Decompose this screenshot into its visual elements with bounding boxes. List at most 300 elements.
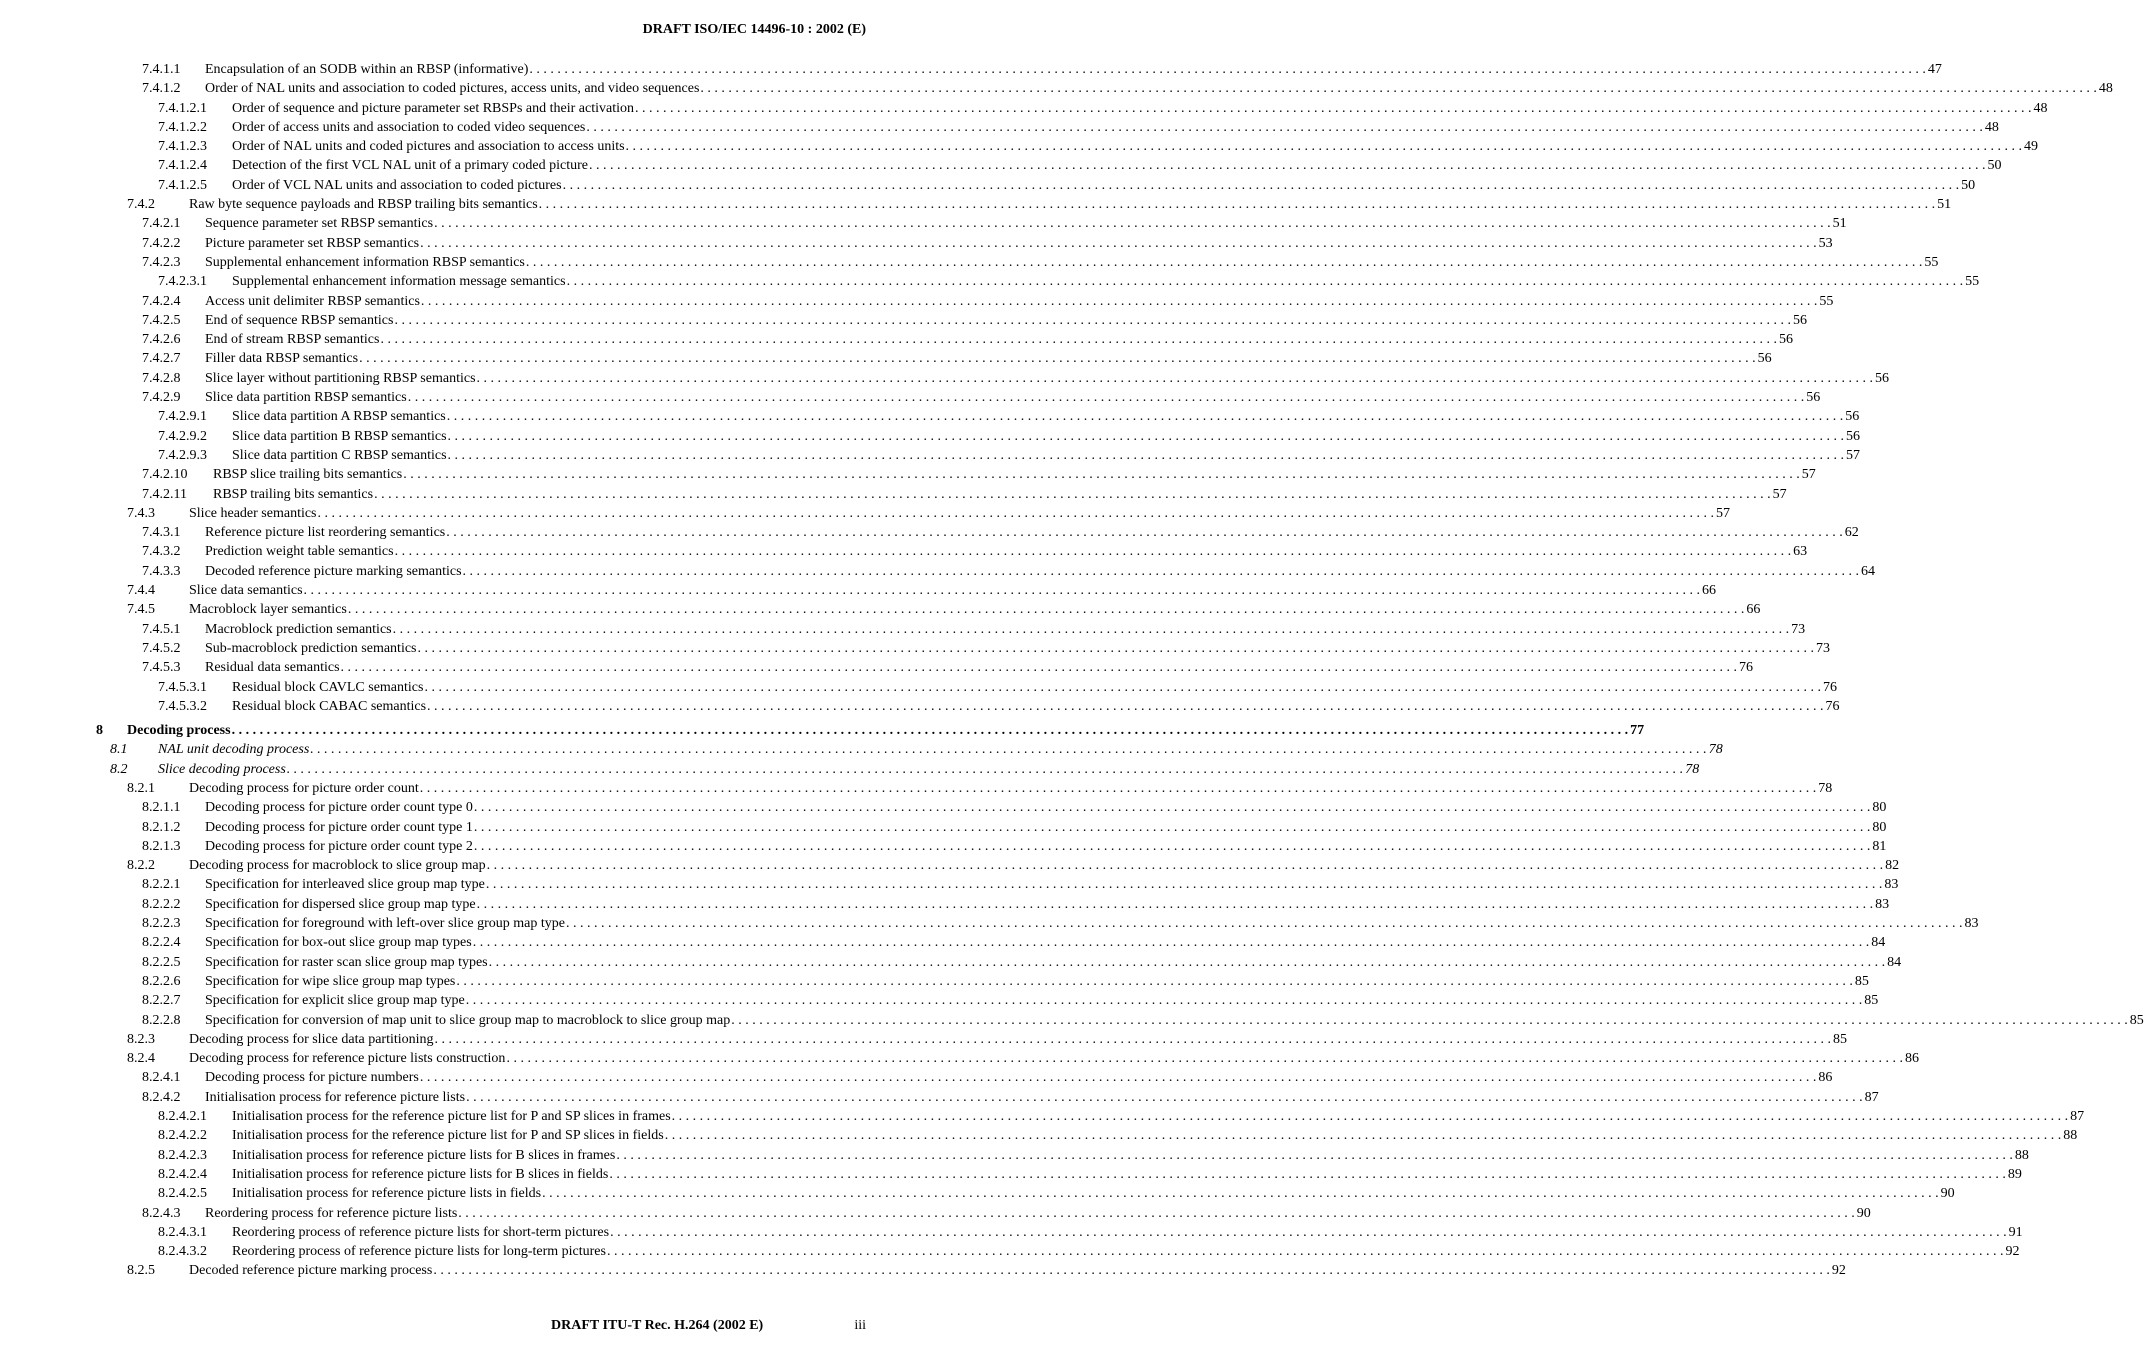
toc-entry-page: 51	[1832, 216, 1847, 232]
toc-entry[interactable]	[96, 658, 1754, 677]
toc-entry-title: Residual block CAVLC semantics	[232, 679, 424, 695]
toc-entry-page: 73	[1816, 640, 1830, 656]
toc-entry[interactable]	[96, 1165, 2022, 1184]
toc-entry-page: 48	[2033, 100, 2048, 116]
toc-entry-number: 8	[96, 723, 103, 739]
toc-entry-number: 7.4.5.2	[142, 640, 181, 656]
toc-entry-title: Sub-macroblock prediction semantics	[205, 640, 417, 656]
toc-leader-dots: . . . . . . . . . . . . . . . . . . . . . . . . . . . . . . . . . . . . . . . . . . . . . . . . . . . . . . . . . . . . . . . . . . . . . . . . . . . . . . . . . . . . . . . . . . . . . . . . . . . . . . . . . . . . . . . . . . . . . . . . . . . . . . . . . . . . . . . . . . . . . . . . . . . . . . . . . . . . . . . . . . . . . . . . . . . . . . . . . . . . . . . . . . . . . . . . . . . . . . . .	[392, 621, 1790, 637]
toc-leader-dots: . . . . . . . . . . . . . . . . . . . . . . . . . . . . . . . . . . . . . . . . . . . . . . . . . . . . . . . . . . . . . . . . . . . . . . . . . . . . . . . . . . . . . . . . . . . . . . . . . . . . . . . . . . . . . . . . . . . . . . . . . . . . . . . . . . . . . . . . . . . . . . . . . . . . . . . . . . . . . . . . . . . . . . . . . . . . . . . . . . . . . . . . . . . . . . . . . . . . . . . .	[403, 467, 1800, 483]
toc-entry-page: 77	[1630, 723, 1645, 739]
toc-entry[interactable]	[96, 369, 1890, 388]
toc-entry-number: 8.1	[110, 742, 128, 758]
toc-entry[interactable]	[96, 678, 1837, 697]
toc-entry[interactable]	[96, 856, 1900, 875]
toc-entry[interactable]	[96, 349, 1772, 368]
toc-entry-page: 57	[1772, 486, 1787, 502]
toc-entry-title: Encapsulation of an SODB within an RBSP (informative)	[205, 62, 529, 77]
toc-entry-title: Initialisation process for the reference picture list for P and SP slices in frames	[232, 1109, 671, 1125]
toc-entry-number: 8.2.4.2.5	[158, 1186, 207, 1202]
toc-leader-dots: . . . . . . . . . . . . . . . . . . . . . . . . . . . . . . . . . . . . . . . . . . . . . . . . . . . . . . . . . . . . . . . . . . . . . . . . . . . . . . . . . . . . . . . . . . . . . . . . . . . . . . . . . . . . . . . . . . . . . . . . . . . . . . . . . . . . . . . . . . . . . . . . . . . . . . . . . . . . . . . . . . . . . . . . . . . . . . . . . . . . . . . . . . . . . . . . . . . . . . . .	[486, 858, 1884, 874]
toc-entry-number: 8.2.1	[127, 780, 155, 796]
toc-entry[interactable]	[96, 465, 1816, 484]
toc-leader-dots: . . . . . . . . . . . . . . . . . . . . . . . . . . . . . . . . . . . . . . . . . . . . . . . . . . . . . . . . . . . . . . . . . . . . . . . . . . . . . . . . . . . . . . . . . . . . . . . . . . . . . . . . . . . . . . . . . . . . . . . . . . . . . . . . . . . . . . . . . . . . . . . . . . . . . . . . . . . . . . . . . . . . . . . . . . . . . . . . . . . . . . . . . . . . . . . . . . . . . . . .	[458, 1205, 1855, 1221]
toc-entry-number: 7.4.5	[127, 602, 155, 618]
toc-entry-page: 56	[1846, 428, 1861, 444]
toc-entry[interactable]	[96, 253, 1939, 272]
toc-leader-dots: . . . . . . . . . . . . . . . . . . . . . . . . . . . . . . . . . . . . . . . . . . . . . . . . . . . . . . . . . . . . . . . . . . . . . . . . . . . . . . . . . . . . . . . . . . . . . . . . . . . . . . . . . . . . . . . . . . . . . . . . . . . . . . . . . . . . . . . . . . . . . . . . . . . . . . . . . . . . . . . . . . . . . . . . . . . . . . . . . . . . . . . . . . . . . . . . . . . . . . . .	[700, 81, 2097, 97]
toc-leader-dots: . . . . . . . . . . . . . . . . . . . . . . . . . . . . . . . . . . . . . . . . . . . . . . . . . . . . . . . . . . . . . . . . . . . . . . . . . . . . . . . . . . . . . . . . . . . . . . . . . . . . . . . . . . . . . . . . . . . . . . . . . . . . . . . . . . . . . . . . . . . . . . . . . . . . . . . . . . . . . . . . . . . . . . . . . . . . . . . . . . . . . . . . . . . . . . . . . . . . . . . .	[340, 660, 1738, 676]
toc-entry-title: Reordering process of reference picture lists for long-term pictures	[232, 1244, 606, 1260]
toc-entry-number: 8.2.1.2	[142, 819, 181, 835]
toc-entry[interactable]	[96, 1126, 2078, 1145]
toc-leader-dots: . . . . . . . . . . . . . . . . . . . . . . . . . . . . . . . . . . . . . . . . . . . . . . . . . . . . . . . . . . . . . . . . . . . . . . . . . . . . . . . . . . . . . . . . . . . . . . . . . . . . . . . . . . . . . . . . . . . . . . . . . . . . . . . . . . . . . . . . . . . . . . . . . . . . . . . . . . . . . . . . . . . . . . . . . . . . . . . . . . . . . . . . . . . . . . . . . . . . . . . .	[359, 351, 1756, 367]
toc-entry-page: 90	[1940, 1186, 1955, 1202]
toc-entry[interactable]	[96, 1261, 1846, 1280]
toc-leader-dots: . . . . . . . . . . . . . . . . . . . . . . . . . . . . . . . . . . . . . . . . . . . . . . . . . . . . . . . . . . . . . . . . . . . . . . . . . . . . . . . . . . . . . . . . . . . . . . . . . . . . . . . . . . . . . . . . . . . . . . . . . . . . . . . . . . . . . . . . . . . . . . . . . . . . . . . . . . . . . . . . . . . . . . . . . . . . . . . . . . . . . . . . . . . . . . . . . . . . . . . .	[473, 838, 1871, 854]
toc-entry-title: Reference picture list reordering semantics	[205, 525, 446, 541]
toc-entry-number: 8.2.2.4	[142, 935, 181, 951]
toc-entry-number: 8.2.2.1	[142, 877, 181, 893]
toc-entry[interactable]	[96, 581, 1717, 600]
toc-entry-page: 88	[2014, 1147, 2029, 1163]
toc-entry[interactable]	[96, 234, 1833, 253]
toc-entry-title: Initialisation process for reference picture lists in fields	[232, 1186, 542, 1202]
toc-entry-title: Decoding process for slice data partitioning	[189, 1031, 434, 1047]
toc-leader-dots: . . . . . . . . . . . . . . . . . . . . . . . . . . . . . . . . . . . . . . . . . . . . . . . . . . . . . . . . . . . . . . . . . . . . . . . . . . . . . . . . . . . . . . . . . . . . . . . . . . . . . . . . . . . . . . . . . . . . . . . . . . . . . . . . . . . . . . . . . . . . . . . . . . . . . . . . . . . . . . . . . . . . . . . . . . . . . . . . . . . . . . . . . . . . . . . . . . . . . . . .	[538, 197, 1936, 213]
toc-entry[interactable]	[96, 137, 2039, 156]
toc-entry-title: Initialisation process for reference picture lists for B slices in fields	[232, 1166, 609, 1182]
toc-entry-number: 8.2.2.5	[142, 954, 181, 970]
toc-entry[interactable]	[96, 1184, 1955, 1203]
toc-entry-number: 8.2.4.3	[142, 1205, 181, 1221]
toc-entry-title: Raw byte sequence payloads and RBSP trailing bits semantics	[189, 197, 538, 213]
toc-entry[interactable]	[96, 740, 1723, 759]
toc-entry-title: Decoding process for reference picture lists construction	[189, 1051, 506, 1067]
toc-entry-number: 8.2.4.2.2	[158, 1128, 207, 1144]
toc-entry-page: 80	[1872, 819, 1887, 835]
toc-entry[interactable]	[96, 1223, 2023, 1242]
toc-entry-page: 84	[1887, 954, 1902, 970]
toc-entry-page: 85	[1833, 1031, 1848, 1047]
toc-entry-number: 7.4.3.2	[142, 544, 181, 560]
toc-entry-title: Decoded reference picture marking semantics	[205, 563, 462, 579]
toc-entry[interactable]	[96, 427, 1861, 446]
toc-entry-title: RBSP trailing bits semantics	[213, 486, 374, 502]
toc-entry-title: Decoding process	[127, 723, 231, 739]
toc-entry-number: 8.2.4	[127, 1051, 155, 1067]
toc-leader-dots: . . . . . . . . . . . . . . . . . . . . . . . . . . . . . . . . . . . . . . . . . . . . . . . . . . . . . . . . . . . . . . . . . . . . . . . . . . . . . . . . . . . . . . . . . . . . . . . . . . . . . . . . . . . . . . . . . . . . . . . . . . . . . . . . . . . . . . . . . . . . . . . . . . . . . . . . . . . . . . . . . . . . . . . . . . . . . . . . . . . . . . . . . . . . . . . . . . . . . . . .	[610, 1224, 2007, 1240]
toc-leader-dots: . . . . . . . . . . . . . . . . . . . . . . . . . . . . . . . . . . . . . . . . . . . . . . . . . . . . . . . . . . . . . . . . . . . . . . . . . . . . . . . . . . . . . . . . . . . . . . . . . . . . . . . . . . . . . . . . . . . . . . . . . . . . . . . . . . . . . . . . . . . . . . . . . . . . . . . . . . . . . . . . . . . . . . . . . . . . . . . . . . . . . . . . . . . . . . . . . . . . . . . .	[609, 1166, 2006, 1182]
toc-entry-number: 8.2.4.3.2	[158, 1244, 207, 1260]
toc-leader-dots: . . . . . . . . . . . . . . . . . . . . . . . . . . . . . . . . . . . . . . . . . . . . . . . . . . . . . . . . . . . . . . . . . . . . . . . . . . . . . . . . . . . . . . . . . . . . . . . . . . . . . . . . . . . . . . . . . . . . . . . . . . . . . . . . . . . . . . . . . . . . . . . . . . . . . . . . . . . . . . . . . . . . . . . . . . . . . . . . . . . . . . . . . . . . . . . . . . . . . . . .	[488, 954, 1886, 970]
toc-leader-dots: . . . . . . . . . . . . . . . . . . . . . . . . . . . . . . . . . . . . . . . . . . . . . . . . . . . . . . . . . . . . . . . . . . . . . . . . . . . . . . . . . . . . . . . . . . . . . . . . . . . . . . . . . . . . . . . . . . . . . . . . . . . . . . . . . . . . . . . . . . . . . . . . . . . . . . . . . . . . . . . . . . . . . . . . . . . . . . . . . . . . . . . . . . . . . . . . . . . . . . . .	[434, 216, 1831, 232]
toc-entry-number: 8.2.4.2.4	[158, 1166, 207, 1182]
toc-entry-page: 87	[1864, 1089, 1879, 1105]
toc-leader-dots: . . . . . . . . . . . . . . . . . . . . . . . . . . . . . . . . . . . . . . . . . . . . . . . . . . . . . . . . . . . . . . . . . . . . . . . . . . . . . . . . . . . . . . . . . . . . . . . . . . . . . . . . . . . . . . . . . . . . . . . . . . . . . . . . . . . . . . . . . . . . . . . . . . . . . . . . . . . . . . . . . . . . . . . . . . . . . . . . . . . . . . . . . . . . . . . . . . . . . . . .	[347, 602, 1745, 618]
toc-entry[interactable]	[96, 195, 1952, 214]
toc-entry[interactable]	[96, 620, 1806, 639]
toc-entry[interactable]	[96, 1030, 1848, 1049]
toc-entry-title: Decoding process for picture order count type 2	[205, 838, 473, 854]
toc-entry-number: 8.2	[110, 761, 128, 777]
toc-entry-number: 8.2.4.2.1	[158, 1109, 207, 1125]
toc-entry[interactable]	[96, 523, 1859, 542]
toc-entry[interactable]	[96, 504, 1731, 523]
toc-entry-page: 85	[1854, 973, 1869, 989]
toc-entry-number: 7.4.1.2.2	[158, 119, 207, 135]
toc-entry-page: 55	[1924, 254, 1939, 270]
toc-entry-number: 7.4.1.2.1	[158, 100, 207, 116]
toc-entry-title: Decoding process for picture numbers	[205, 1070, 419, 1086]
toc-entry-page: 56	[1806, 390, 1821, 406]
toc-leader-dots: . . . . . . . . . . . . . . . . . . . . . . . . . . . . . . . . . . . . . . . . . . . . . . . . . . . . . . . . . . . . . . . . . . . . . . . . . . . . . . . . . . . . . . . . . . . . . . . . . . . . . . . . . . . . . . . . . . . . . . . . . . . . . . . . . . . . . . . . . . . . . . . . . . . . . . . . . . . . . . . . . . . . . . . . . . . . . . . . . . . . . . . . . . . . . . . . . . . . . . . .	[476, 896, 1874, 912]
toc-entry-page: 55	[1819, 293, 1834, 309]
toc-entry-title: Initialisation process for reference picture lists	[205, 1089, 466, 1105]
toc-entry-number: 7.4.2.8	[142, 370, 181, 386]
toc-entry-page: 90	[1856, 1205, 1871, 1221]
toc-leader-dots: . . . . . . . . . . . . . . . . . . . . . . . . . . . . . . . . . . . . . . . . . . . . . . . . . . . . . . . . . . . . . . . . . . . . . . . . . . . . . . . . . . . . . . . . . . . . . . . . . . . . . . . . . . . . . . . . . . . . . . . . . . . . . . . . . . . . . . . . . . . . . . . . . . . . . . . . . . . . . . . . . . . . . . . . . . . . . . . . . . . . . . . . . . . . . . . . . . . . . . . .	[447, 428, 1845, 444]
toc-entry[interactable]	[96, 895, 1890, 914]
toc-entry-title: Supplemental enhancement information message semantics	[232, 274, 566, 290]
toc-entry[interactable]	[96, 933, 1886, 952]
toc-entry-number: 7.4.1.2.3	[158, 139, 207, 155]
toc-entry-number: 7.4.2.9	[142, 390, 181, 406]
toc-entry[interactable]	[96, 176, 1976, 195]
toc-entry-page: 82	[1885, 858, 1900, 874]
footer-title: DRAFT ITU-T Rec. H.264 (2002 E)	[551, 1318, 764, 1333]
toc-entry-page: 66	[1702, 583, 1717, 599]
toc-entry-page: 57	[1716, 505, 1731, 521]
toc-entry-title: Specification for explicit slice group map type	[205, 993, 465, 1009]
toc-entry-title: RBSP slice trailing bits semantics	[213, 467, 403, 483]
toc-entry-page: 83	[1875, 896, 1890, 912]
toc-entry-title: Slice header semantics	[189, 505, 317, 521]
toc-entry[interactable]	[96, 292, 1834, 311]
toc-entry-page: 63	[1793, 544, 1808, 560]
toc-entry-page: 76	[1739, 660, 1754, 676]
toc-entry-page: 48	[1984, 119, 1999, 135]
toc-entry[interactable]	[96, 388, 1821, 407]
toc-entry-number: 8.2.1.1	[142, 800, 181, 816]
toc-entry[interactable]	[96, 818, 1887, 837]
toc-entry[interactable]	[96, 330, 1793, 349]
toc-entry-page: 53	[1818, 235, 1833, 251]
toc-entry-title: Slice data semantics	[189, 583, 303, 599]
toc-entry[interactable]	[96, 875, 1899, 894]
toc-leader-dots: . . . . . . . . . . . . . . . . . . . . . . . . . . . . . . . . . . . . . . . . . . . . . . . . . . . . . . . . . . . . . . . . . . . . . . . . . . . . . . . . . . . . . . . . . . . . . . . . . . . . . . . . . . . . . . . . . . . . . . . . . . . . . . . . . . . . . . . . . . . . . . . . . . . . . . . . . . . . . . . . . . . . . . . . . . . . . . . . . . . . . . . . . . . . . . . . . . . . . . . .	[465, 993, 1863, 1009]
toc-leader-dots: . . . . . . . . . . . . . . . . . . . . . . . . . . . . . . . . . . . . . . . . . . . . . . . . . . . . . . . . . . . . . . . . . . . . . . . . . . . . . . . . . . . . . . . . . . . . . . . . . . . . . . . . . . . . . . . . . . . . . . . . . . . . . . . . . . . . . . . . . . . . . . . . . . . . . . . . . . . . . . . . . . . . . . . . . . . . . . . . . . . . . . . . . . . . . . . . . . . . . . . .	[586, 119, 1983, 135]
toc-leader-dots: . . . . . . . . . . . . . . . . . . . . . . . . . . . . . . . . . . . . . . . . . . . . . . . . . . . . . . . . . . . . . . . . . . . . . . . . . . . . . . . . . . . . . . . . . . . . . . . . . . . . . . . . . . . . . . . . . . . . . . . . . . . . . . . . . . . . . . . . . . . . . . . . . . . . . . . . . . . . . . . . . . . . . . . . . . . . . . . . . . . . . . . . . . . . . . . . . . . . . . . .	[634, 100, 2032, 116]
toc-entry-number: 8.2.2.6	[142, 973, 181, 989]
toc-entry-title: Slice layer without partitioning RBSP semantics	[205, 370, 476, 386]
toc-leader-dots: . . . . . . . . . . . . . . . . . . . . . . . . . . . . . . . . . . . . . . . . . . . . . . . . . . . . . . . . . . . . . . . . . . . . . . . . . . . . . . . . . . . . . . . . . . . . . . . . . . . . . . . . . . . . . . . . . . . . . . . . . . . . . . . . . . . . . . . . . . . . . . . . . . . . . . . . . . . . . . . . . . . . . . . . . . . . . . . . . . . . . . . . . . . . . . . . . . . . . . . .	[529, 62, 1926, 77]
toc-entry-number: 7.4.2.3.1	[158, 274, 207, 290]
toc-entry-title: Decoded reference picture marking process	[189, 1263, 433, 1279]
toc-entry[interactable]	[96, 953, 1902, 972]
toc-leader-dots: . . . . . . . . . . . . . . . . . . . . . . . . . . . . . . . . . . . . . . . . . . . . . . . . . . . . . . . . . . . . . . . . . . . . . . . . . . . . . . . . . . . . . . . . . . . . . . . . . . . . . . . . . . . . . . . . . . . . . . . . . . . . . . . . . . . . . . . . . . . . . . . . . . . . . . . . . . . . . . . . . . . . . . . . . . . . . . . . . . . . . . . . . . . . . . . . . . . . . . . .	[456, 973, 1853, 989]
toc-entry-page: 83	[1884, 877, 1899, 893]
toc-entry-number: 7.4.2.9.2	[158, 428, 207, 444]
toc-entry-page: 83	[1964, 916, 1979, 932]
toc-entry-title: Order of NAL units and association to coded pictures, access units, and video sequences	[205, 81, 700, 97]
toc-leader-dots: . . . . . . . . . . . . . . . . . . . . . . . . . . . . . . . . . . . . . . . . . . . . . . . . . . . . . . . . . . . . . . . . . . . . . . . . . . . . . . . . . . . . . . . . . . . . . . . . . . . . . . . . . . . . . . . . . . . . . . . . . . . . . . . . . . . . . . . . . . . . . . . . . . . . . . . . . . . . . . . . . . . . . . . . . . . . . . . . . . . . . . . . . . . . . . . . . . . . . . . .	[562, 177, 1960, 193]
toc-entry-page: 78	[1685, 761, 1700, 777]
toc-entry-number: 7.4.5.1	[142, 621, 181, 637]
toc-entry[interactable]	[96, 446, 1861, 465]
toc-entry-number: 7.4.2.7	[142, 351, 181, 367]
toc-leader-dots: . . . . . . . . . . . . . . . . . . . . . . . . . . . . . . . . . . . . . . . . . . . . . . . . . . . . . . . . . . . . . . . . . . . . . . . . . . . . . . . . . . . . . . . . . . . . . . . . . . . . . . . . . . . . . . . . . . . . . . . . . . . . . . . . . . . . . . . . . . . . . . . . . . . . . . . . . . . . . . . . . . . . . . . . . . . . . . . . . . . . . . . . . . . . . . . . . . . . . . . .	[310, 742, 1707, 758]
toc-leader-dots: . . . . . . . . . . . . . . . . . . . . . . . . . . . . . . . . . . . . . . . . . . . . . . . . . . . . . . . . . . . . . . . . . . . . . . . . . . . . . . . . . . . . . . . . . . . . . . . . . . . . . . . . . . . . . . . . . . . . . . . . . . . . . . . . . . . . . . . . . . . . . . . . . . . . . . . . . . . . . . . . . . . . . . . . . . . . . . . . . . . . . . . . . . . . . . . . . . . . . . . .	[419, 1070, 1817, 1086]
toc-entry[interactable]	[96, 156, 2002, 175]
toc-leader-dots: . . . . . . . . . . . . . . . . . . . . . . . . . . . . . . . . . . . . . . . . . . . . . . . . . . . . . . . . . . . . . . . . . . . . . . . . . . . . . . . . . . . . . . . . . . . . . . . . . . . . . . . . . . . . . . . . . . . . . . . . . . . . . . . . . . . . . . . . . . . . . . . . . . . . . . . . . . . . . . . . . . . . . . . . . . . . . . . . . . . . . . . . . . . . . . . . . . . . . . . .	[664, 1128, 2062, 1144]
toc-entry-title: Macroblock layer semantics	[189, 602, 347, 618]
toc-entry-title: Specification for dispersed slice group map type	[205, 896, 476, 912]
toc-leader-dots: . . . . . . . . . . . . . . . . . . . . . . . . . . . . . . . . . . . . . . . . . . . . . . . . . . . . . . . . . . . . . . . . . . . . . . . . . . . . . . . . . . . . . . . . . . . . . . . . . . . . . . . . . . . . . . . . . . . . . . . . . . . . . . . . . . . . . . . . . . . . . . . . . . . . . . . . . . . . . . . . . . . . . . . . . . . . . . . . . . . . . . . . . . . . . . . . . . . . . . . .	[525, 254, 1923, 270]
toc-entry[interactable]	[96, 600, 1761, 619]
toc-entry[interactable]	[96, 1242, 2020, 1261]
toc-entry-number: 7.4.1.2.5	[158, 177, 207, 193]
toc-entry-title: Supplemental enhancement information RBSP semantics	[205, 254, 525, 270]
toc-entry-title: Detection of the first VCL NAL unit of a primary coded picture	[232, 158, 588, 174]
toc-leader-dots: . . . . . . . . . . . . . . . . . . . . . . . . . . . . . . . . . . . . . . . . . . . . . . . . . . . . . . . . . . . . . . . . . . . . . . . . . . . . . . . . . . . . . . . . . . . . . . . . . . . . . . . . . . . . . . . . . . . . . . . . . . . . . . . . . . . . . . . . . . . . . . . . . . . . . . . . . . . . . . . . . . . . . . . . . . . . . . . . . . . . . . . . . . . . . . . . . . . . . . . .	[420, 293, 1818, 309]
toc-leader-dots: . . . . . . . . . . . . . . . . . . . . . . . . . . . . . . . . . . . . . . . . . . . . . . . . . . . . . . . . . . . . . . . . . . . . . . . . . . . . . . . . . . . . . . . . . . . . . . . . . . . . . . . . . . . . . . . . . . . . . . . . . . . . . . . . . . . . . . . . . . . . . . . . . . . . . . . . . . . . . . . . . . . . . . . . . . . . . . . . . . . . . . . . . . . . . . . . . . . . . . . .	[317, 505, 1715, 521]
toc-leader-dots: . . . . . . . . . . . . . . . . . . . . . . . . . . . . . . . . . . . . . . . . . . . . . . . . . . . . . . . . . . . . . . . . . . . . . . . . . . . . . . . . . . . . . . . . . . . . . . . . . . . . . . . . . . . . . . . . . . . . . . . . . . . . . . . . . . . . . . . . . . . . . . . . . . . . . . . . . . . . . . . . . . . . . . . . . . . . . . . . . . . . . . . . . . . . . . . . . . . . . . . .	[427, 698, 1824, 714]
toc-entry-title: Slice data partition B RBSP semantics	[232, 428, 447, 444]
toc-entry-page: 86	[1818, 1070, 1833, 1086]
toc-entry-number: 7.4.2.2	[142, 235, 181, 251]
toc-entry-title: Prediction weight table semantics	[205, 544, 394, 560]
toc-entry[interactable]	[96, 562, 1876, 581]
toc-entry-number: 7.4.2	[127, 197, 155, 213]
toc-entry-number: 7.4.2.5	[142, 312, 181, 328]
toc-entry-number: 7.4.1.2.4	[158, 158, 207, 174]
toc-entry-title: Order of NAL units and coded pictures and association to access units	[232, 139, 625, 155]
toc-entry-page: 55	[1965, 274, 1980, 290]
toc-leader-dots: . . . . . . . . . . . . . . . . . . . . . . . . . . . . . . . . . . . . . . . . . . . . . . . . . . . . . . . . . . . . . . . . . . . . . . . . . . . . . . . . . . . . . . . . . . . . . . . . . . . . . . . . . . . . . . . . . . . . . . . . . . . . . . . . . . . . . . . . . . . . . . . . . . . . . . . . . . . . . . . . . . . . . . . . . . . . . . . . . . . . . . . . . . . . . . . . . . . . . . . .	[606, 1244, 2004, 1260]
toc-entry[interactable]	[96, 214, 1847, 233]
toc-entry-page: 87	[2070, 1109, 2085, 1125]
toc-entry-number: 8.2.2.7	[142, 993, 181, 1009]
toc-leader-dots: . . . . . . . . . . . . . . . . . . . . . . . . . . . . . . . . . . . . . . . . . . . . . . . . . . . . . . . . . . . . . . . . . . . . . . . . . . . . . . . . . . . . . . . . . . . . . . . . . . . . . . . . . . . . . . . . . . . . . . . . . . . . . . . . . . . . . . . . . . . . . . . . . . . . . . . . . . . . . . . . . . . . . . . . . . . . . . . . . . . . . . . . . . . . . . . . . . . . . . . .	[731, 1012, 2128, 1028]
toc-entry-title: Specification for wipe slice group map types	[205, 973, 456, 989]
toc-leader-dots: . . . . . . . . . . . . . . . . . . . . . . . . . . . . . . . . . . . . . . . . . . . . . . . . . . . . . . . . . . . . . . . . . . . . . . . . . . . . . . . . . . . . . . . . . . . . . . . . . . . . . . . . . . . . . . . . . . . . . . . . . . . . . . . . . . . . . . . . . . . . . . . . . . . . . . . . . . . . . . . . . . . . . . . . . . . . . . . . . . . . . . . . . . . . . . . . . . . . . . . .	[476, 370, 1874, 386]
toc-entry-page: 80	[1872, 800, 1887, 816]
toc-entry[interactable]	[96, 79, 2113, 98]
toc-entry-title: Macroblock prediction semantics	[205, 621, 392, 637]
toc-leader-dots: . . . . . . . . . . . . . . . . . . . . . . . . . . . . . . . . . . . . . . . . . . . . . . . . . . . . . . . . . . . . . . . . . . . . . . . . . . . . . . . . . . . . . . . . . . . . . . . . . . . . . . . . . . . . . . . . . . . . . . . . . . . . . . . . . . . . . . . . . . . . . . . . . . . . . . . . . . . . . . . . . . . . . . . . . . . . . . . . . . . . . . . . . . . . . . . . . . . . . . . .	[394, 312, 1791, 328]
toc-leader-dots: . . . . . . . . . . . . . . . . . . . . . . . . . . . . . . . . . . . . . . . . . . . . . . . . . . . . . . . . . . . . . . . . . . . . . . . . . . . . . . . . . . . . . . . . . . . . . . . . . . . . . . . . . . . . . . . . . . . . . . . . . . . . . . . . . . . . . . . . . . . . . . . . . . . . . . . . . . . . . . . . . . . . . . . . . . . . . . . . . . . . . . . . . . . . . . . . . . . . . . . .	[462, 563, 1860, 579]
toc-entry[interactable]	[96, 542, 1808, 561]
toc-entry-title: Sequence parameter set RBSP semantics	[205, 216, 434, 232]
toc-entry-title: Specification for box-out slice group map types	[205, 935, 472, 951]
toc-entry-title: Slice data partition A RBSP semantics	[232, 409, 446, 425]
toc-entry-number: 8.2.3	[127, 1031, 155, 1047]
toc-entry-title: Slice decoding process	[158, 761, 286, 777]
toc-entry-page: 92	[1831, 1263, 1846, 1279]
toc-entry-page: 64	[1861, 563, 1876, 579]
toc-entry-title: Decoding process for macroblock to slice group map	[189, 858, 486, 874]
toc-entry-page: 47	[1927, 62, 1942, 77]
toc-entry-number: 8.2.4.2.3	[158, 1147, 207, 1163]
toc-entry-page: 62	[1844, 525, 1859, 541]
toc-entry-page: 56	[1875, 370, 1890, 386]
toc-entry-title: Specification for conversion of map unit to slice group map to macroblock to slice group map	[205, 1012, 731, 1028]
toc-entry[interactable]	[96, 118, 1999, 137]
toc-leader-dots: . . . . . . . . . . . . . . . . . . . . . . . . . . . . . . . . . . . . . . . . . . . . . . . . . . . . . . . . . . . . . . . . . . . . . . . . . . . . . . . . . . . . . . . . . . . . . . . . . . . . . . . . . . . . . . . . . . . . . . . . . . . . . . . . . . . . . . . . . . . . . . . . . . . . . . . . . . . . . . . . . . . . . . . . . . . . . . . . . . . . . . . . . . . . . . . . . . . . . . . .	[542, 1186, 1939, 1202]
toc-entry-number: 7.4.4	[127, 583, 155, 599]
toc-leader-dots: . . . . . . . . . . . . . . . . . . . . . . . . . . . . . . . . . . . . . . . . . . . . . . . . . . . . . . . . . . . . . . . . . . . . . . . . . . . . . . . . . . . . . . . . . . . . . . . . . . . . . . . . . . . . . . . . . . . . . . . . . . . . . . . . . . . . . . . . . . . . . . . . . . . . . . . . . . . . . . . . . . . . . . . . . . . . . . . . . . . . . . . . . . . . . . . . . . . . . . . .	[419, 780, 1817, 796]
toc-entry-title: Reordering process of reference picture lists for short-term pictures	[232, 1224, 610, 1240]
toc-leader-dots: . . . . . . . . . . . . . . . . . . . . . . . . . . . . . . . . . . . . . . . . . . . . . . . . . . . . . . . . . . . . . . . . . . . . . . . . . . . . . . . . . . . . . . . . . . . . . . . . . . . . . . . . . . . . . . . . . . . . . . . . . . . . . . . . . . . . . . . . . . . . . . . . . . . . . . . . . . . . . . . . . . . . . . . . . . . . . . . . . . . . . . . . . . . . . . . . . . . . . . . .	[380, 332, 1777, 348]
toc-entry-page: 76	[1825, 698, 1840, 714]
toc-entry-number: 8.2.2.3	[142, 916, 181, 932]
toc-entry[interactable]	[96, 1204, 1871, 1223]
toc-entry[interactable]	[96, 972, 1869, 991]
toc-leader-dots: . . . . . . . . . . . . . . . . . . . . . . . . . . . . . . . . . . . . . . . . . . . . . . . . . . . . . . . . . . . . . . . . . . . . . . . . . . . . . . . . . . . . . . . . . . . . . . . . . . . . . . . . . . . . . . . . . . . . . . . . . . . . . . . . . . . . . . . . . . . . . . . . . . . . . . . . . . . . . . . . . . . . . . . . . . . . . . . . . . . . . . . . . . . . . . . . . . . . . . . .	[485, 877, 1883, 893]
toc-entry-title: Order of sequence and picture parameter set RBSPs and their activation	[232, 100, 634, 116]
toc-leader-dots: . . . . . . . . . . . . . . . . . . . . . . . . . . . . . . . . . . . . . . . . . . . . . . . . . . . . . . . . . . . . . . . . . . . . . . . . . . . . . . . . . . . . . . . . . . . . . . . . . . . . . . . . . . . . . . . . . . . . . . . . . . . . . . . . . . . . . . . . . . . . . . . . . . . . . . . . . . . . . . . . . . . . . . . . . . . . . . . . . . . . . . . . . . . . . . . . . . . . . . . .	[566, 274, 1964, 290]
toc-entry[interactable]	[96, 837, 1887, 856]
toc-entry-title: Initialisation process for the reference picture list for P and SP slices in fields	[232, 1128, 664, 1144]
toc-entry-number: 7.4.1.2	[142, 81, 181, 97]
toc-entry-page: 86	[1904, 1051, 1919, 1067]
toc-entry-number: 7.4.2.10	[142, 467, 188, 483]
toc-entry-title: Specification for interleaved slice group map type	[205, 877, 485, 893]
toc-entry-page: 50	[1987, 158, 2002, 174]
toc-entry-page: 92	[2005, 1244, 2020, 1260]
toc-entry[interactable]	[96, 485, 1787, 504]
toc-leader-dots: . . . . . . . . . . . . . . . . . . . . . . . . . . . . . . . . . . . . . . . . . . . . . . . . . . . . . . . . . . . . . . . . . . . . . . . . . . . . . . . . . . . . . . . . . . . . . . . . . . . . . . . . . . . . . . . . . . . . . . . . . . . . . . . . . . . . . . . . . . . . . . . . . . . . . . . . . . . . . . . . . . . . . . . . . . . . . . . . . . . . . . . . . . . . . . . . . . . . . . . .	[231, 723, 1629, 739]
toc-leader-dots: . . . . . . . . . . . . . . . . . . . . . . . . . . . . . . . . . . . . . . . . . . . . . . . . . . . . . . . . . . . . . . . . . . . . . . . . . . . . . . . . . . . . . . . . . . . . . . . . . . . . . . . . . . . . . . . . . . . . . . . . . . . . . . . . . . . . . . . . . . . . . . . . . . . . . . . . . . . . . . . . . . . . . . . . . . . . . . . . . . . . . . . . . . . . . . . . . . . . . . . .	[433, 1263, 1830, 1279]
toc-entry-page: 49	[2024, 139, 2039, 155]
footer-page-number: iii	[854, 1318, 866, 1333]
toc-entry-number: 7.4.2.6	[142, 332, 181, 348]
toc-entry-page: 76	[1822, 679, 1837, 695]
toc-leader-dots: . . . . . . . . . . . . . . . . . . . . . . . . . . . . . . . . . . . . . . . . . . . . . . . . . . . . . . . . . . . . . . . . . . . . . . . . . . . . . . . . . . . . . . . . . . . . . . . . . . . . . . . . . . . . . . . . . . . . . . . . . . . . . . . . . . . . . . . . . . . . . . . . . . . . . . . . . . . . . . . . . . . . . . . . . . . . . . . . . . . . . . . . . . . . . . . . . . . . . . . .	[420, 235, 1817, 251]
toc-entry-page: 88	[2063, 1128, 2078, 1144]
toc-entry-title: Residual data semantics	[205, 660, 340, 676]
table-of-contents	[96, 60, 2144, 1281]
toc-entry-page: 66	[1746, 602, 1761, 618]
toc-entry-title: Access unit delimiter RBSP semantics	[205, 293, 420, 309]
toc-entry-page: 89	[2007, 1166, 2022, 1182]
toc-entry[interactable]	[96, 1146, 2029, 1165]
toc-entry-title: Order of access units and association to coded video sequences	[232, 119, 586, 135]
toc-leader-dots: . . . . . . . . . . . . . . . . . . . . . . . . . . . . . . . . . . . . . . . . . . . . . . . . . . . . . . . . . . . . . . . . . . . . . . . . . . . . . . . . . . . . . . . . . . . . . . . . . . . . . . . . . . . . . . . . . . . . . . . . . . . . . . . . . . . . . . . . . . . . . . . . . . . . . . . . . . . . . . . . . . . . . . . . . . . . . . . . . . . . . . . . . . . . . . . . . . . . . . . .	[434, 1031, 1832, 1047]
toc-entry-number: 7.4.3.3	[142, 563, 181, 579]
toc-entry-page: 50	[1961, 177, 1976, 193]
toc-entry[interactable]	[96, 760, 1700, 779]
toc-entry[interactable]	[96, 914, 1979, 933]
toc-leader-dots: . . . . . . . . . . . . . . . . . . . . . . . . . . . . . . . . . . . . . . . . . . . . . . . . . . . . . . . . . . . . . . . . . . . . . . . . . . . . . . . . . . . . . . . . . . . . . . . . . . . . . . . . . . . . . . . . . . . . . . . . . . . . . . . . . . . . . . . . . . . . . . . . . . . . . . . . . . . . . . . . . . . . . . . . . . . . . . . . . . . . . . . . . . . . . . . . . . . . . . . .	[374, 486, 1771, 502]
page-header: DRAFT ISO/IEC 14496-10 : 2002 (E)	[642, 22, 866, 37]
toc-entry-page: 78	[1818, 780, 1833, 796]
toc-leader-dots: . . . . . . . . . . . . . . . . . . . . . . . . . . . . . . . . . . . . . . . . . . . . . . . . . . . . . . . . . . . . . . . . . . . . . . . . . . . . . . . . . . . . . . . . . . . . . . . . . . . . . . . . . . . . . . . . . . . . . . . . . . . . . . . . . . . . . . . . . . . . . . . . . . . . . . . . . . . . . . . . . . . . . . . . . . . . . . . . . . . . . . . . . . . . . . . . . . . . . . . .	[424, 679, 1821, 695]
toc-entry-number: 7.4.1.1	[142, 62, 181, 77]
toc-leader-dots: . . . . . . . . . . . . . . . . . . . . . . . . . . . . . . . . . . . . . . . . . . . . . . . . . . . . . . . . . . . . . . . . . . . . . . . . . . . . . . . . . . . . . . . . . . . . . . . . . . . . . . . . . . . . . . . . . . . . . . . . . . . . . . . . . . . . . . . . . . . . . . . . . . . . . . . . . . . . . . . . . . . . . . . . . . . . . . . . . . . . . . . . . . . . . . . . . . . . . . . .	[625, 139, 2023, 155]
toc-leader-dots: . . . . . . . . . . . . . . . . . . . . . . . . . . . . . . . . . . . . . . . . . . . . . . . . . . . . . . . . . . . . . . . . . . . . . . . . . . . . . . . . . . . . . . . . . . . . . . . . . . . . . . . . . . . . . . . . . . . . . . . . . . . . . . . . . . . . . . . . . . . . . . . . . . . . . . . . . . . . . . . . . . . . . . . . . . . . . . . . . . . . . . . . . . . . . . . . . . . . . . . .	[446, 409, 1844, 425]
toc-entry-number: 8.2.2	[127, 858, 155, 874]
toc-entry-title: Initialisation process for reference picture lists for B slices in frames	[232, 1147, 616, 1163]
toc-entry[interactable]	[96, 60, 1942, 79]
toc-entry-number: 7.4.2.9.1	[158, 409, 207, 425]
toc-entry-number: 7.4.3	[127, 505, 155, 521]
toc-entry-number: 7.4.2.4	[142, 293, 181, 309]
toc-entry-page: 73	[1791, 621, 1806, 637]
toc-entry[interactable]	[96, 1107, 2085, 1126]
toc-entry-number: 8.2.5	[127, 1263, 155, 1279]
toc-entry-page: 57	[1801, 467, 1816, 483]
toc-entry-title: Reordering process for reference picture lists	[205, 1205, 458, 1221]
toc-entry-number: 7.4.3.1	[142, 525, 181, 541]
toc-entry-page: 48	[2098, 81, 2113, 97]
toc-entry-title: Picture parameter set RBSP semantics	[205, 235, 420, 251]
toc-entry-page: 85	[2129, 1012, 2144, 1028]
toc-entry-title: NAL unit decoding process	[158, 742, 310, 758]
toc-leader-dots: . . . . . . . . . . . . . . . . . . . . . . . . . . . . . . . . . . . . . . . . . . . . . . . . . . . . . . . . . . . . . . . . . . . . . . . . . . . . . . . . . . . . . . . . . . . . . . . . . . . . . . . . . . . . . . . . . . . . . . . . . . . . . . . . . . . . . . . . . . . . . . . . . . . . . . . . . . . . . . . . . . . . . . . . . . . . . . . . . . . . . . . . . . . . . . . . . . . . . . . .	[286, 761, 1684, 777]
toc-entry-number: 7.4.2.9.3	[158, 447, 207, 463]
toc-leader-dots: . . . . . . . . . . . . . . . . . . . . . . . . . . . . . . . . . . . . . . . . . . . . . . . . . . . . . . . . . . . . . . . . . . . . . . . . . . . . . . . . . . . . . . . . . . . . . . . . . . . . . . . . . . . . . . . . . . . . . . . . . . . . . . . . . . . . . . . . . . . . . . . . . . . . . . . . . . . . . . . . . . . . . . . . . . . . . . . . . . . . . . . . . . . . . . . . . . . . . . . .	[506, 1051, 1903, 1067]
toc-leader-dots: . . . . . . . . . . . . . . . . . . . . . . . . . . . . . . . . . . . . . . . . . . . . . . . . . . . . . . . . . . . . . . . . . . . . . . . . . . . . . . . . . . . . . . . . . . . . . . . . . . . . . . . . . . . . . . . . . . . . . . . . . . . . . . . . . . . . . . . . . . . . . . . . . . . . . . . . . . . . . . . . . . . . . . . . . . . . . . . . . . . . . . . . . . . . . . . . . . . . . . . .	[473, 819, 1871, 835]
toc-entry-title: End of sequence RBSP semantics	[205, 312, 394, 328]
toc-entry[interactable]	[96, 697, 1840, 716]
toc-leader-dots: . . . . . . . . . . . . . . . . . . . . . . . . . . . . . . . . . . . . . . . . . . . . . . . . . . . . . . . . . . . . . . . . . . . . . . . . . . . . . . . . . . . . . . . . . . . . . . . . . . . . . . . . . . . . . . . . . . . . . . . . . . . . . . . . . . . . . . . . . . . . . . . . . . . . . . . . . . . . . . . . . . . . . . . . . . . . . . . . . . . . . . . . . . . . . . . . . . . . . . . .	[466, 1089, 1863, 1105]
toc-entry-number: 7.4.2.3	[142, 254, 181, 270]
toc-entry-number: 8.2.4.1	[142, 1070, 181, 1086]
toc-entry[interactable]	[96, 311, 1807, 330]
toc-entry-title: Decoding process for picture order count type 1	[205, 819, 473, 835]
toc-entry-title: Residual block CABAC semantics	[232, 698, 427, 714]
toc-entry-title: Specification for raster scan slice group map types	[205, 954, 488, 970]
toc-entry-number: 7.4.5.3.2	[158, 698, 207, 714]
toc-entry[interactable]	[96, 1011, 2144, 1030]
toc-leader-dots: . . . . . . . . . . . . . . . . . . . . . . . . . . . . . . . . . . . . . . . . . . . . . . . . . . . . . . . . . . . . . . . . . . . . . . . . . . . . . . . . . . . . . . . . . . . . . . . . . . . . . . . . . . . . . . . . . . . . . . . . . . . . . . . . . . . . . . . . . . . . . . . . . . . . . . . . . . . . . . . . . . . . . . . . . . . . . . . . . . . . . . . . . . . . . . . . . . . . . . . .	[446, 525, 1843, 541]
toc-entry-number: 8.2.1.3	[142, 838, 181, 854]
toc-entry-title: Decoding process for picture order count type 0	[205, 800, 473, 816]
toc-entry-page: 56	[1792, 312, 1807, 328]
toc-entry[interactable]	[96, 407, 1860, 426]
toc-leader-dots: . . . . . . . . . . . . . . . . . . . . . . . . . . . . . . . . . . . . . . . . . . . . . . . . . . . . . . . . . . . . . . . . . . . . . . . . . . . . . . . . . . . . . . . . . . . . . . . . . . . . . . . . . . . . . . . . . . . . . . . . . . . . . . . . . . . . . . . . . . . . . . . . . . . . . . . . . . . . . . . . . . . . . . . . . . . . . . . . . . . . . . . . . . . . . . . . . . . . . . . .	[589, 158, 1986, 174]
toc-entry-title: Filler data RBSP semantics	[205, 351, 359, 367]
toc-entry-page: 51	[1937, 197, 1952, 213]
toc-entry-page: 78	[1708, 742, 1723, 758]
toc-entry[interactable]	[96, 99, 2048, 118]
toc-entry[interactable]	[96, 779, 1833, 798]
toc-entry[interactable]	[96, 721, 1645, 740]
toc-entry-page: 57	[1846, 447, 1861, 463]
toc-entry[interactable]	[96, 1049, 1919, 1068]
toc-entry-page: 91	[2008, 1224, 2023, 1240]
toc-entry[interactable]	[96, 272, 1980, 291]
toc-entry-title: End of stream RBSP semantics	[205, 332, 380, 348]
toc-entry[interactable]	[96, 639, 1830, 658]
toc-entry[interactable]	[96, 798, 1887, 817]
toc-entry-title: Slice data partition RBSP semantics	[205, 390, 407, 406]
toc-entry-number: 7.4.5.3.1	[158, 679, 207, 695]
toc-entry-number: 8.2.2.2	[142, 896, 181, 912]
toc-entry[interactable]	[96, 991, 1879, 1010]
toc-leader-dots: . . . . . . . . . . . . . . . . . . . . . . . . . . . . . . . . . . . . . . . . . . . . . . . . . . . . . . . . . . . . . . . . . . . . . . . . . . . . . . . . . . . . . . . . . . . . . . . . . . . . . . . . . . . . . . . . . . . . . . . . . . . . . . . . . . . . . . . . . . . . . . . . . . . . . . . . . . . . . . . . . . . . . . . . . . . . . . . . . . . . . . . . . . . . . . . . . . . . . . . .	[394, 544, 1792, 560]
toc-entry[interactable]	[96, 1088, 1879, 1107]
toc-leader-dots: . . . . . . . . . . . . . . . . . . . . . . . . . . . . . . . . . . . . . . . . . . . . . . . . . . . . . . . . . . . . . . . . . . . . . . . . . . . . . . . . . . . . . . . . . . . . . . . . . . . . . . . . . . . . . . . . . . . . . . . . . . . . . . . . . . . . . . . . . . . . . . . . . . . . . . . . . . . . . . . . . . . . . . . . . . . . . . . . . . . . . . . . . . . . . . . . . . . . . . . .	[417, 640, 1814, 656]
toc-leader-dots: . . . . . . . . . . . . . . . . . . . . . . . . . . . . . . . . . . . . . . . . . . . . . . . . . . . . . . . . . . . . . . . . . . . . . . . . . . . . . . . . . . . . . . . . . . . . . . . . . . . . . . . . . . . . . . . . . . . . . . . . . . . . . . . . . . . . . . . . . . . . . . . . . . . . . . . . . . . . . . . . . . . . . . . . . . . . . . . . . . . . . . . . . . . . . . . . . . . . . . . .	[447, 447, 1845, 463]
toc-entry[interactable]	[96, 1068, 1833, 1087]
toc-entry-title: Order of VCL NAL units and association to coded pictures	[232, 177, 562, 193]
toc-entry-page: 81	[1872, 838, 1887, 854]
toc-entry-page: 56	[1757, 351, 1772, 367]
toc-entry-title: Slice data partition C RBSP semantics	[232, 447, 447, 463]
